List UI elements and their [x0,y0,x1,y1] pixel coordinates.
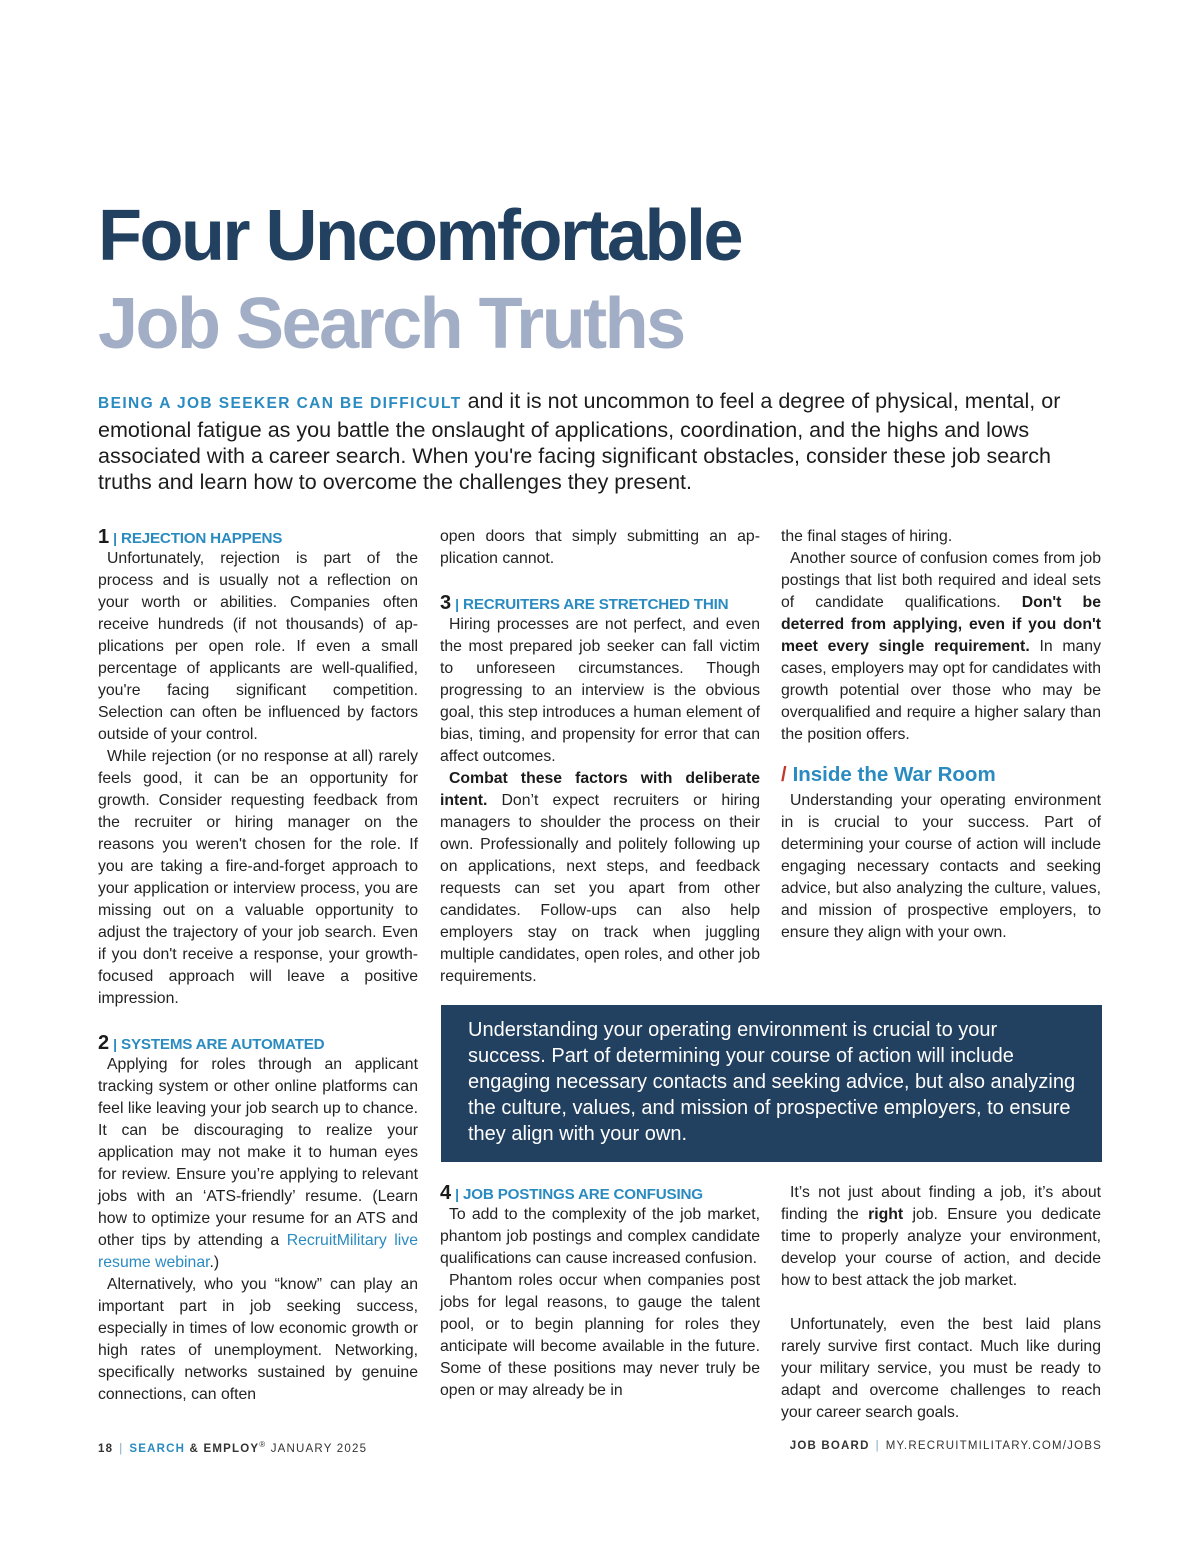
body-bold: Don't be deterred from applying, even if you don't meet every single requirement. [781,594,1101,655]
body-text: Another source of confusion comes from job postings that list both required and ideal sets of candidate qualifications. [781,550,1101,611]
section-4-heading [440,1182,760,1204]
title-line-1: Four Uncomfortable [98,196,742,276]
body-paragraph [98,1054,418,1274]
body-paragraph: While rejection (or no response at all) rarely feels good, it can be an opportunity for growth. Consider requesting feedback from the recruiter or hiring manager on the reasons you weren't chosen for the role. If you are taking a fire-and-forget approach to your application or interview process, you are missing out on a valuable opportunity to adjust the trajectory of your job search. Even if you don't receive a response, your growth-focused approach will leave a positive impression. [98,748,418,1007]
job-board-label: JOB BOARD [789,1440,870,1452]
body-text: It’s not just about finding a job, it’s about finding the [781,1184,1101,1223]
issue-date: JANUARY 2025 [266,1442,368,1455]
footer-divider: | [875,1440,880,1452]
body-text: Don’t expect recruiters or hiring managers to shoulder the process on their own. Professionally and politely following up on applications, next steps, and feedback requests can set you apart from other candidates. Follow-ups can also help employers stay on track when juggling multiple candidates, open roles, and other job requirements. [440,792,760,985]
section-divider: | [455,1186,460,1202]
title-line-2: Job Search Truths [98,284,684,364]
section-3-heading [440,592,760,614]
publication-amp: & [185,1442,204,1455]
body-paragraph [781,548,1101,746]
footer-divider: | [119,1442,124,1455]
body-text: In many cases, employers may opt for candidates with growth potential over those who may be overqualified and require a higher salary than the position offers. [781,638,1101,743]
body-paragraph [440,768,760,988]
body-bold: right [868,1206,904,1223]
body-paragraph: open doors that simply submitting an application cannot. [440,528,760,567]
body-paragraph: Alternatively, who you “know” can play an important part in job seeking success, especially in times of low economic growth or high rates of unemployment. Networking, specifically networks sustained by genuine connections, can often [98,1276,418,1403]
section-title: REJECTION HAPPENS [121,530,283,547]
body-paragraph: Hiring processes are not perfect, and even the most prepared job seeker can fall victim to unforeseen circumstances. Though progressing to an interview is the obvious goal, this step introduces a human element of bias, timing, and propensity for error that can affect outcomes. [440,616,760,765]
column-2 [440,526,760,988]
section-1-heading [98,526,418,548]
footer-right [790,1440,1102,1452]
section-divider: | [455,596,460,612]
pull-quote-text: Understanding your operating environment is crucial to your success. Part of determining your course of action will include engaging necessary contacts and seeking advice, but also analyzing the culture, values, and mission of prospective employers, to ensure they align with your own. [468,1019,1076,1145]
footer-left [98,1440,367,1455]
section-2-heading [98,1032,418,1054]
section-divider: | [113,530,118,546]
article-title [98,192,741,368]
body-text: Applying for roles through an applicant tracking system or other online platforms can feel like leaving your job search up to chance. It can be discouraging to realize your application may not make it to human eyes for review. Ensure you’re applying to relevant jobs with an ‘ATS-friendly’ resume. (Learn how to optimize your resume for an ATS and other tips by attending a [98,1056,418,1249]
section-title: RECRUITERS ARE STRETCHED THIN [463,596,729,613]
section-divider: | [113,1036,118,1052]
page-number: 18 [98,1442,114,1455]
intro-paragraph [98,388,1104,495]
body-text: job. Ensure you dedicate time to properly analyze your environment, develop your course of action, and decide how to best attack the job market. [781,1206,1101,1289]
body-bold: Combat these factors with deliberate intent. [440,770,760,809]
column-3 [781,526,1101,944]
job-board-url[interactable]: MY.RECRUITMILITARY.COM/JOBS [885,1440,1102,1452]
sidebar-title: Inside the War Room [792,763,996,786]
body-paragraph: Unfortunately, rejection is part of the process and is usually not a reflection on your worth or abilities. Companies often receive hundreds (if not thousands) of applications per open role. If even a small percentage of applicants are well-qualified, you're facing significant competition. Selection can often be influenced by factors outside of your control. [98,550,418,743]
pull-quote-box [441,1005,1102,1162]
sidebar-slash: / [781,764,787,786]
section-number: 3 [440,592,452,614]
section-title: SYSTEMS ARE AUTOMATED [121,1036,325,1053]
section-number: 1 [98,526,110,548]
sidebar-heading [781,764,1101,790]
body-paragraph: Unfortunately, even the best laid plans rarely survive first contact. Much like during your military service, you must be ready to adapt and overcome challenges to reach your career search goals. [781,1316,1101,1421]
column-2-bottom [440,1182,760,1402]
column-3-bottom [781,1182,1101,1424]
body-paragraph: To add to the complexity of the job market, phantom job postings and complex candidate qualifications can cause increased confusion. [440,1206,760,1267]
publication-name-b: EMPLOY [203,1442,260,1455]
body-paragraph: Phantom roles occur when companies post jobs for legal reasons, to gauge the talent pool, or to begin planning for roles they anticipate will become available in the future. Some of these positions may never truly be open or may already be in [440,1272,760,1399]
section-number: 4 [440,1182,452,1204]
registered-mark: ® [259,1440,267,1449]
body-paragraph [781,1182,1101,1292]
section-title: JOB POSTINGS ARE CONFUSING [463,1186,703,1203]
section-number: 2 [98,1032,110,1054]
publication-name-a: SEARCH [129,1442,186,1455]
resume-webinar-link[interactable]: RecruitMilitary live resume webinar [98,1232,418,1271]
intro-text: and it is not uncommon to feel a degree of physical, mental, or emotional fatigue as you battle the onslaught of applications, coordination, and the highs and lows associated with a career search. When you're facing significant obstacles, consider these job search truths and learn how to overcome the challenges they present. [98,389,1061,494]
intro-lead: BEING A JOB SEEKER CAN BE DIFFICULT [98,395,462,412]
column-1 [98,526,418,1406]
body-text: .) [209,1254,220,1271]
body-paragraph: Understanding your operating environment in is crucial to your success. Part of determining your course of action will include engaging necessary contacts and seeking advice, but also analyzing the culture, values, and mission of prospective employers, to ensure they align with your own. [781,792,1101,941]
body-paragraph: the final stages of hiring. [781,528,953,545]
